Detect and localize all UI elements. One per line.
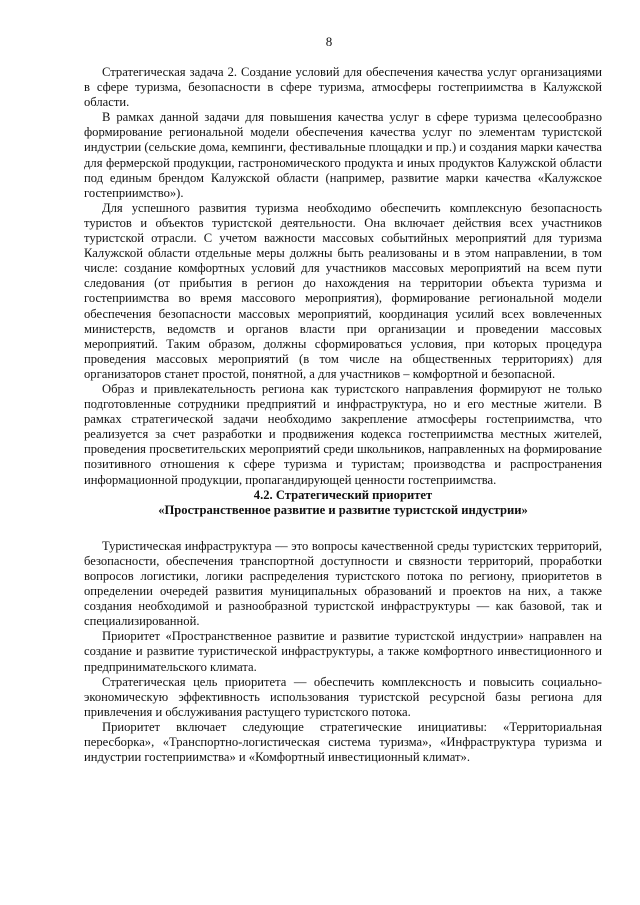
page-number: 8 <box>325 34 333 49</box>
section-heading-number: 4.2. Стратегический приоритет <box>253 487 433 502</box>
paragraph-strategic-goal: Стратегическая цель приоритета — обеспечить комплексность и повысить социально-экономическую эффективность использования туристской ресурсной базы региона для привлечения и обслуживания растущего туристского потока. <box>84 674 602 719</box>
paragraph-priority-direction: Приоритет «Пространственное развитие и развитие туристской индустрии» направлен на создание и развитие туристической инфраструктуры, а также комфортного инвестиционного и предпринимательского климата. <box>84 629 602 674</box>
paragraph-initiatives: Приоритет включает следующие стратегические инициативы: «Территориальная пересборка», «Транспортно-логистическая система туризма», «Инфраструктура туризма и индустрии гостеприимства» и «Комфортный инвестиционный климат». <box>84 719 602 765</box>
paragraph-strategic-task-2: Стратегическая задача 2. Создание условий для обеспечения качества услуг организациями в сфере туризма, безопасности в сфере туризма, атмосферы гостеприимства в Калужской области. <box>84 65 602 110</box>
body-text-top <box>84 65 602 488</box>
section-heading-title: «Пространственное развитие и развитие туристской индустрии» <box>158 502 528 517</box>
section-heading <box>84 488 602 518</box>
paragraph-quality-model: В рамках данной задачи для повышения качества услуг в сфере туризма целесообразно формирование региональной модели обеспечения качества услуг по элементам туристской индустрии (сельские дома, кемпинги, фестивальные площадки и пр.) и создания марки качества для фермерской продукции, гастрономического продукта и иных продуктов Калужской области под единым брендом Калужской области (например, развитие марки качества «Калужское гостеприимство»). <box>84 110 602 200</box>
paragraph-infrastructure: Туристическая инфраструктура –– это вопросы качественной среды туристских территорий, безопасности, обеспечения транспортной доступности и связности территорий, проработки вопросов логистики, логики распределения туристского потока по региону, приоритетов в определении очередей развития муниципальных образований и проектов на них, а также создания необходимой и разнообразной туристской инфраструктуры — как базовой, так и специализированной. <box>84 538 602 629</box>
body-text-bottom <box>84 539 602 765</box>
paragraph-hospitality: Образ и привлекательность региона как туристского направления формируют не только подготовленные сотрудники предприятий и инфраструктура, но и его местные жители. В рамках стратегической задачи необходимо закрепление атмосферы гостеприимства, что реализуется за счет разработки и продвижения кодекса гостеприимства местных жителей, проведения просветительских мероприятий среди школьников, направленных на формирование позитивного отношения к сфере туризма и туристам; производства и распространения информационной продукции, пропагандирующей ценности гостеприимства. <box>84 381 602 487</box>
paragraph-safety: Для успешного развития туризма необходимо обеспечить комплексную безопасность туристов и объектов туристской деятельности. Она включает действия всех участников туристской отрасли. С учетом важности массовых событийных мероприятий для туризма Калужской области отдельные меры должны быть реализованы и в этом направлении, в том числе: создание комфортных условий для участников массовых мероприятий на всем пути следования (от прибытия в регион до нахождения на территории объекта туризма и гостеприимства во время массового мероприятия), формирование региональной модели обеспечения безопасности массовых мероприятий, координация усилий всех вовлеченных министерств, ведомств и органов власти при организации и проведении массовых мероприятий. Таким образом, должны сформироваться условия, при которых процедура проведения массовых мероприятий (в том числе на общественных территориях) для организаторов станет простой, понятной, а для участников – комфортной и безопасной. <box>84 200 602 381</box>
